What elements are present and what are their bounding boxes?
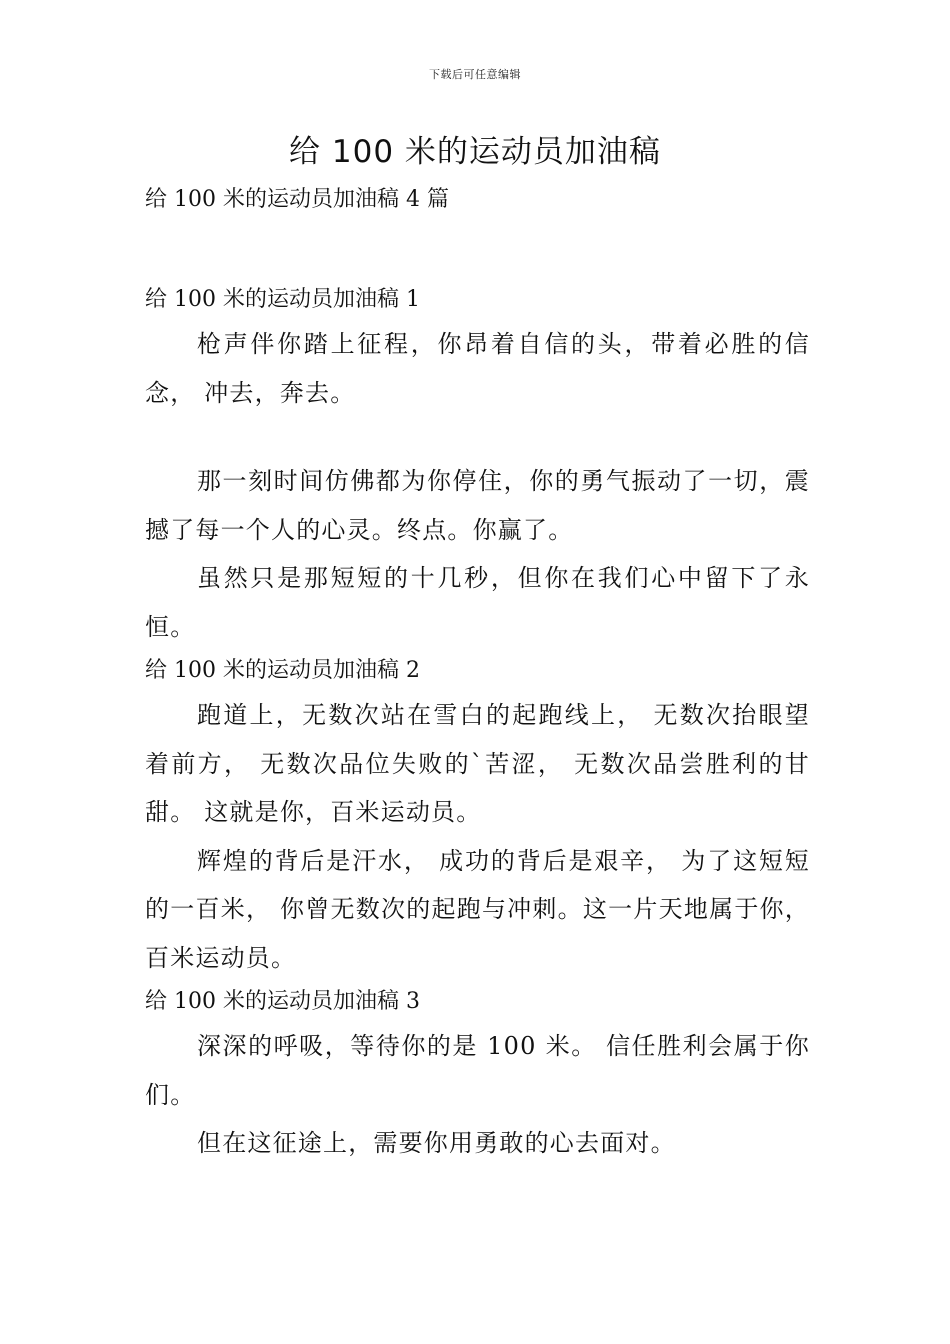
- document-subtitle: 给 100 米的运动员加油稿 4 篇: [145, 187, 449, 212]
- section-heading: 给 100 米的运动员加油稿 1: [145, 287, 420, 312]
- paragraph: 虽然只是那短短的十几秒，但你在我们心中留下了永恒。: [145, 564, 810, 641]
- paragraph: 跑道上，无数次站在雪白的起跑线上， 无数次抬眼望着前方， 无数次品位失败的`苦涩， 无数次品尝胜利的甘甜。 这就是你，百米运动员。: [145, 701, 810, 826]
- header-note: 下载后可任意编辑: [429, 68, 521, 81]
- paragraph: 但在这征途上，需要你用勇敢的心去面对。: [197, 1129, 676, 1157]
- paragraph: 深深的呼吸，等待你的是 100 米。 信任胜利会属于你们。: [145, 1032, 810, 1109]
- document-title: 给 100 米的运动员加油稿: [289, 134, 661, 170]
- paragraph: 枪声伴你踏上征程，你昂着自信的头，带着必胜的信念， 冲去，奔去。: [145, 330, 810, 407]
- paragraph: 那一刻时间仿佛都为你停住，你的勇气振动了一切，震撼了每一个人的心灵。终点。你赢了。: [145, 467, 810, 544]
- paragraph-gap: [145, 417, 810, 457]
- section-heading: 给 100 米的运动员加油稿 3: [145, 989, 420, 1014]
- paragraph: 辉煌的背后是汗水， 成功的背后是艰辛， 为了这短短的一百米， 你曾无数次的起跑与冲刺。这一片天地属于你，百米运动员。: [145, 846, 810, 972]
- spacer: [145, 220, 810, 280]
- document-body: [145, 180, 810, 1168]
- section-heading: 给 100 米的运动员加油稿 2: [145, 658, 420, 683]
